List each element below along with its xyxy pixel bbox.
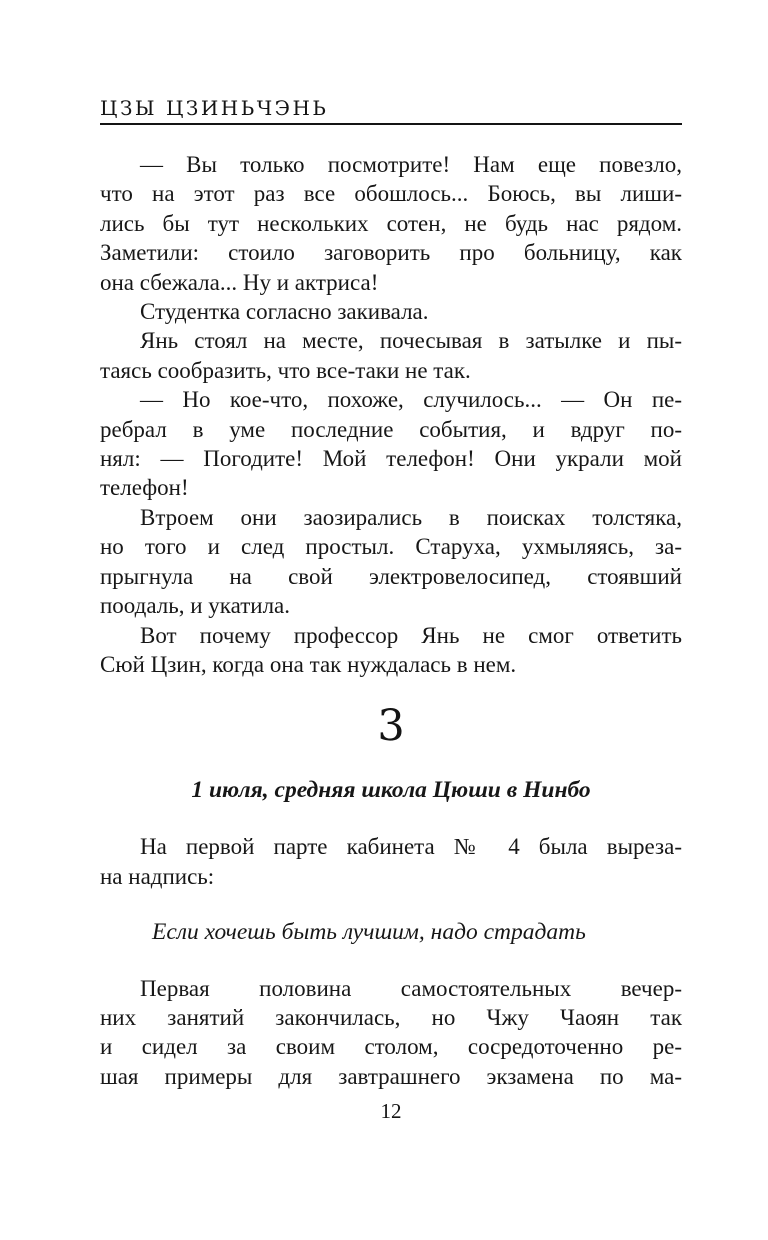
text-line: — Но кое-что, похоже, случилось... — Он пе- xyxy=(140,387,682,413)
text-line: ребрал в уме последние события, и вдруг по- xyxy=(100,416,682,442)
text-line: на надпись: xyxy=(100,863,215,889)
text-line: Сюй Цзин, когда она так нуждалась в нем. xyxy=(100,651,517,677)
text-line: Студентка согласно закивала. xyxy=(140,299,429,325)
text-line: поодаль, и укатила. xyxy=(100,593,291,619)
paragraph xyxy=(100,621,682,680)
text-line: прыгнула на свой электровелосипед, стоявший xyxy=(100,563,682,589)
text-line: что на этот раз все обошлось... Боюсь, вы лиши- xyxy=(100,181,682,207)
paragraph xyxy=(100,385,682,503)
paragraph xyxy=(100,326,682,385)
running-title: ЦЗЫ ЦЗИНЬЧЭНЬ xyxy=(100,96,682,125)
text-line: таясь сообразить, что все-таки не так. xyxy=(100,357,471,383)
paragraph xyxy=(100,503,682,621)
text-line: — Вы только посмотрите! Нам еще повезло, xyxy=(140,152,682,177)
paragraph xyxy=(100,974,682,1092)
text-line: На первой парте кабинета № 4 была выреза- xyxy=(140,834,682,860)
text-line: она сбежала... Ну и актриса! xyxy=(100,269,379,295)
desk-inscription-quote: Если хочешь быть лучшим, надо страдать xyxy=(152,919,586,946)
body-text xyxy=(100,150,682,1091)
text-line: Первая половина самостоятельных вечер- xyxy=(140,975,682,1001)
text-line: Янь стоял на месте, почесывая в затылке и пы- xyxy=(140,328,682,354)
text-column xyxy=(100,96,682,1091)
text-line: телефон! xyxy=(100,475,189,501)
paragraph xyxy=(100,150,682,297)
chapter-date-line: 1 июля, средняя школа Цюши в Нинбо xyxy=(191,777,591,804)
page-number: 12 xyxy=(380,1099,402,1123)
text-line: нял: — Погодите! Мой телефон! Они украли мой xyxy=(100,446,682,472)
text-line: но того и след простыл. Старуха, ухмыляясь, за- xyxy=(100,534,682,560)
text-line: лись бы тут нескольких сотен, не будь нас рядом. xyxy=(100,210,682,236)
text-line: Втроем они заозирались в поисках толстяка, xyxy=(140,504,682,530)
text-line: Вот почему профессор Янь не смог ответить xyxy=(140,622,682,648)
text-line: Заметили: стоило заговорить про больницу, как xyxy=(100,240,682,266)
text-line: и сидел за своим столом, сосредоточенно ре- xyxy=(100,1034,682,1060)
paragraph xyxy=(100,297,682,326)
text-line: них занятий закончилась, но Чжу Чаоян так xyxy=(100,1004,682,1030)
chapter-number: 3 xyxy=(377,701,405,752)
paragraph xyxy=(100,832,682,891)
text-line: шая примеры для завтрашнего экзамена по ма- xyxy=(100,1063,682,1089)
